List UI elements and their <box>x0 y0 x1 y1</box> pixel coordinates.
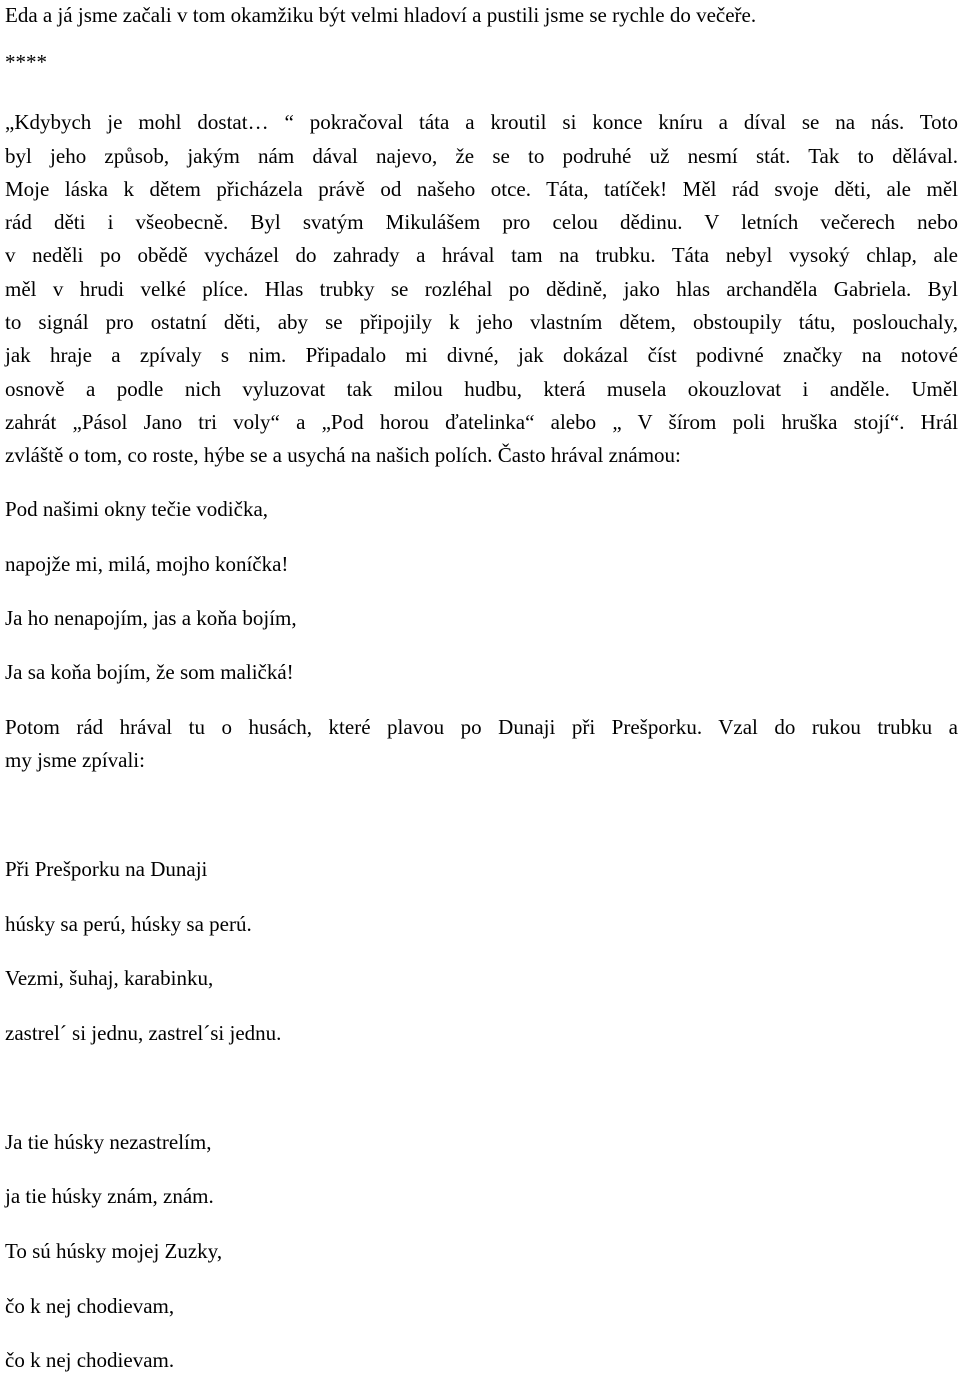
paragraph-line: Potom rád hrával tu o husách, které plavou po Dunaji při Prešporku. Vzal do rukou trubku a <box>5 715 958 739</box>
paragraph-line: „Kdybych je mohl dostat… “ pokračoval táta a kroutil si konce kníru a díval se na nás. Toto <box>5 110 958 134</box>
paragraph-line: rád děti i všeobecně. Byl svatým Mikulášem pro celou dědinu. V letních večerech nebo <box>5 210 958 234</box>
verse-line: ja tie húsky znám, znám. <box>5 1184 214 1208</box>
paragraph-line: měl v hrudi velké plíce. Hlas trubky se rozléhal po dědině, jako hlas archanděla Gabriela. Byl <box>5 277 958 301</box>
paragraph-line: Moje láska k dětem přicházela právě od našeho otce. Táta, tatíček! Měl rád svoje děti, ale měl <box>5 177 958 201</box>
verse-line: Pod našimi okny tečie vodička, <box>5 497 269 521</box>
verse-line: Ja tie húsky nezastrelím, <box>5 1130 212 1154</box>
verse-line: čo k nej chodievam, <box>5 1294 175 1318</box>
intro-line: Eda a já jsme začali v tom okamžiku být velmi hladoví a pustili jsme se rychle do večeře. <box>5 3 757 27</box>
verse-line: húsky sa perú, húsky sa perú. <box>5 912 252 936</box>
verse-line: Ja sa koňa bojím, že som maličká! <box>5 660 294 684</box>
verse-line: napojže mi, milá, mojho koníčka! <box>5 552 289 576</box>
verse-line: čo k nej chodievam. <box>5 1348 175 1372</box>
verse-line: zastrel´ si jednu, zastrel´si jednu. <box>5 1021 282 1045</box>
paragraph-line: zahrát „Pásol Jano tri voly“ a „Pod horou ďatelinka“ alebo „ V šírom poli hruška stojí“. Hrál <box>5 410 958 434</box>
verse-line: Vezmi, šuhaj, karabinku, <box>5 966 214 990</box>
verse-line: Při Prešporku na Dunaji <box>5 857 208 881</box>
verse-line: To sú húsky mojej Zuzky, <box>5 1239 223 1263</box>
paragraph-line: v neděli po obědě vycházel do zahrady a hrával tam na trubku. Táta nebyl vysoký chlap, ale <box>5 243 958 267</box>
paragraph-line: osnově a podle nich vyluzovat tak milou hudbu, která musela okouzlovat i anděle. Uměl <box>5 377 958 401</box>
section-separator: **** <box>5 50 47 74</box>
paragraph-line: to signál pro ostatní děti, aby se připojily k jeho vlastním dětem, obstoupily tátu, poslouchaly, <box>5 310 958 334</box>
paragraph-line: byl jeho způsob, jakým nám dával najevo, že se to podruhé už nesmí stát. Tak to dělával. <box>5 144 958 168</box>
paragraph-line: zvláště o tom, co roste, hýbe se a usychá na našich polích. Často hrával známou: <box>5 443 681 467</box>
paragraph-line: my jsme zpívali: <box>5 748 145 772</box>
paragraph-line: jak hraje a zpívaly s nim. Připadalo mi divné, jak dokázal číst podivné značky na notové <box>5 343 958 367</box>
verse-line: Ja ho nenapojím, jas a koňa bojím, <box>5 606 297 630</box>
